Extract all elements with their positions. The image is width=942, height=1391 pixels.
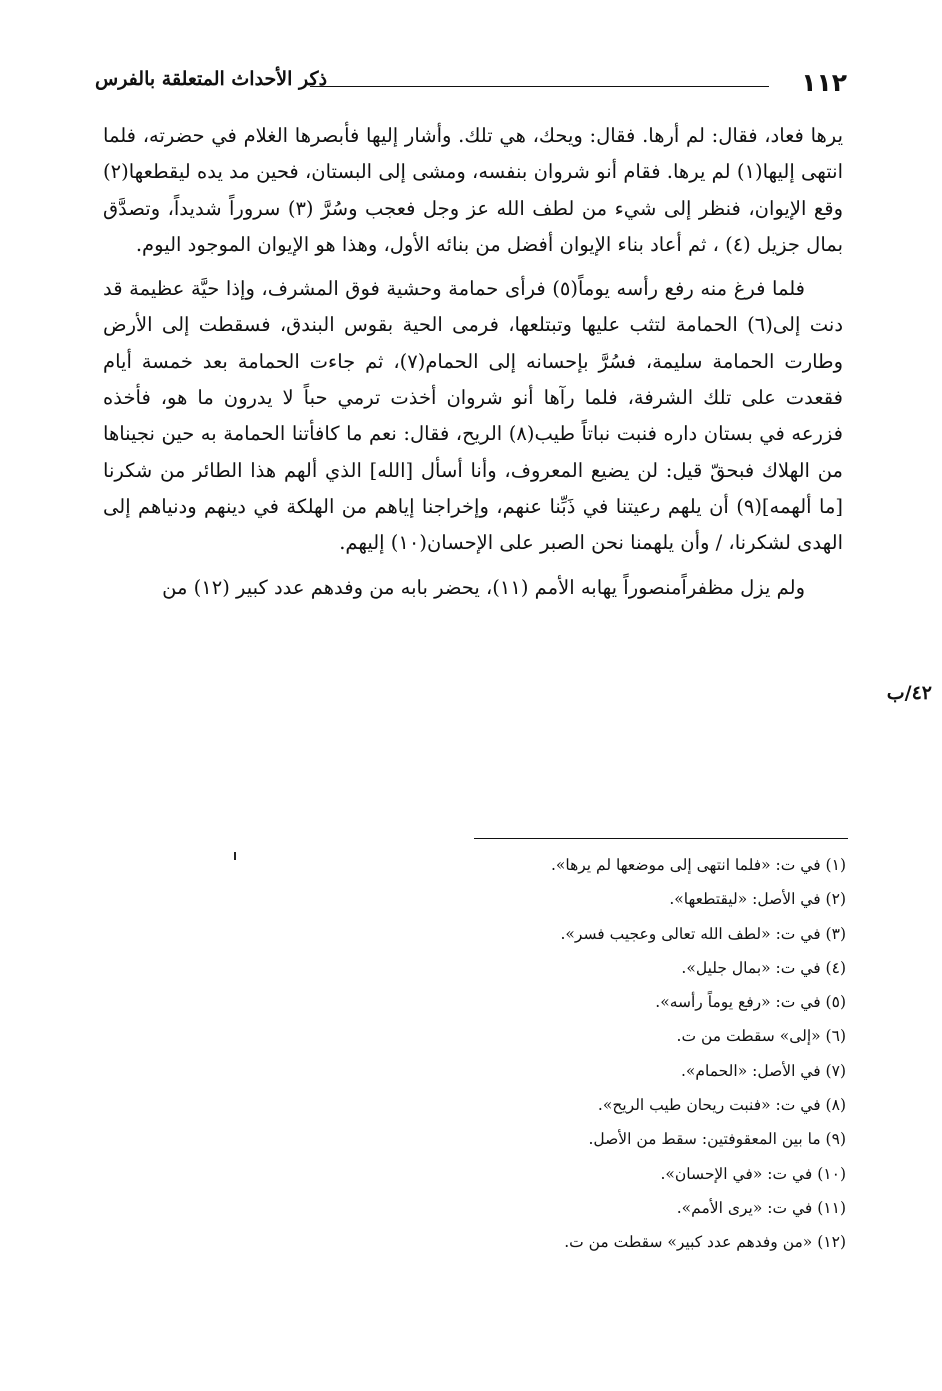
paragraph: يرها فعاد، فقال: لم أرها. فقال: ويحك، هي تلك. وأشار إليها فأبصرها الغلام في حضرته، فلما انتهى إليها(١) لم يرها. فقام أنو شروان بنفسه، ومشى إلى البستان، فحين مد يده ليقطعها(٢) وقع الإيوان، فنظر إلى شيء من لطف الله عز وجل فعجب وسُرَّ (٣) سروراً شديداً، وتصدَّق بمال جزيل (٤) ، ثم أعاد بناء الإيوان أفضل من بنائه الأول، وهذا هو الإيوان الموجود اليوم.: [103, 124, 843, 256]
main-text: [103, 118, 843, 606]
paragraph: فلما فرغ منه رفع رأسه يوماً(٥) فرأى حمامة وحشية فوق المشرف، وإذا حيَّة عظيمة قد دنت إلى(٦) الحمامة لتثب عليها وتبتلعها، فرمى الحية بقوس البندق، فسقطت إلى الأرض وطارت الحمامة سليمة، فسُرَّ بإحسانه إلى الحمام(٧)، ثم جاءت الحمامة بعد خمسة أيام فقعدت على تلك الشرفة، فلما رآها أنو شروان أخذت ترمي حباً لا يدرون ما هو، فأخذه فزرعه في بستان داره فنبت نباتاً طيب(٨) الريح، فقال: نعم ما كافأتنا الحمامة به حين نجيناها من الهلاك فبحقّ قيل: لن يضيع المعروف، وأنا أسأل [الله] الذي ألهم هذا الطائر من شكرنا [ما ألهمه](٩) أن يلهم رعيتنا في ذَبِّنا عنهم، وإخراجنا إياهم من الهلكة في دينهم ودنياهم إلى الهدى لشكرنا، / وأن يلهمنا نحن الصبر على الإحسان(١٠) إليهم.: [103, 277, 843, 555]
footnote: (١٠) في ت: «في الإحسان».: [660, 1164, 846, 1183]
footnote: (١) في ت: «فلما انتهى إلى موضعها لم يرها».: [550, 856, 846, 874]
footnote: (٩) ما بين المعقوفتين: سقط من الأصل.: [588, 1130, 846, 1149]
footnote: (١١) في ت: «يرى الأمم».: [676, 1198, 846, 1217]
footnote: (٢) في الأصل: «ليقتطعها».: [669, 890, 846, 909]
footnote: (٣) في ت: «لطف الله تعالى وعجيب فسر».: [560, 924, 846, 943]
running-title: ذكر الأحداث المتعلقة بالفرس: [95, 68, 328, 90]
footnote: (٧) في الأصل: «الحمام».: [680, 1061, 846, 1080]
footnote: (٥) في ت: «رفع يوماً رأسه».: [655, 993, 846, 1012]
page-header: [95, 66, 847, 106]
footnotes-list: [126, 848, 846, 1260]
footnote-separator: [474, 838, 848, 839]
footnote: (٨) في ت: «فنبت ريحان طيب الريح».: [597, 1096, 846, 1115]
paragraph: ولم يزل مظفراًمنصوراً يهابه الأمم (١١)، يحضر بابه من وفدهم عدد كبير (١٢) من: [162, 575, 805, 599]
folio-margin-note: ٤٢/ب: [886, 682, 932, 704]
footnote: (٤) في ت: «بمال جليل».: [681, 958, 846, 977]
header-rule: [310, 86, 769, 87]
footnote: (٦) «إلى» سقطت من ت.: [676, 1027, 846, 1046]
footnote: (١٢) «من وفدهم عدد كبير» سقطت من ت.: [564, 1233, 846, 1252]
page-number: ١١٢: [801, 68, 847, 97]
